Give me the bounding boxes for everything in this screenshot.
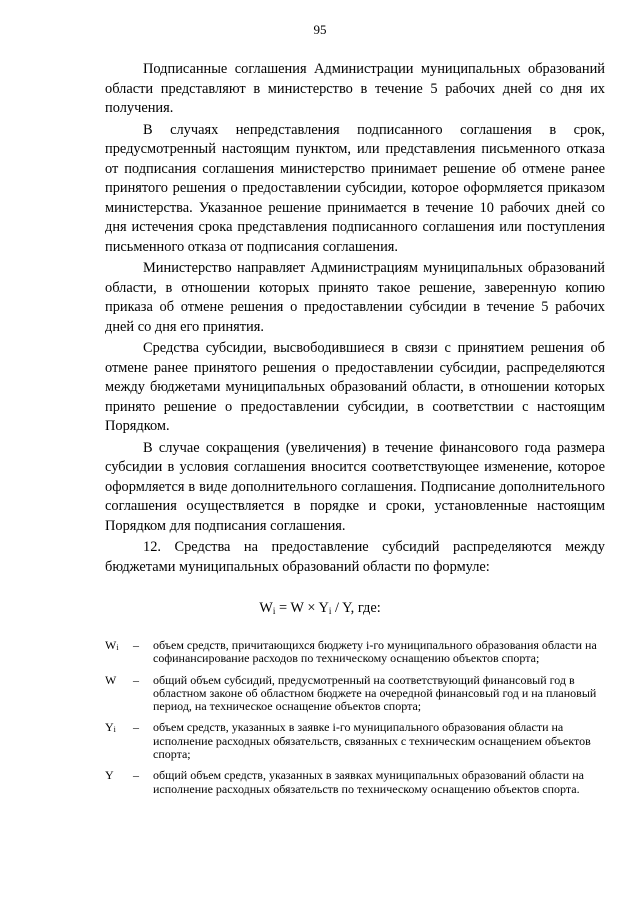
formula-tail: / Y, где: — [331, 600, 381, 616]
paragraph: В случаях непредставления подписанного соглашения в срок, предусмотренный настоящим пунктом, или представления письменного отказа от подписания соглашения министерство принимает решение об отмене ранее принятого решения о предоставлении субсидии, которое оформляется приказом министерства. Указанное решение принимается в течение 10 рабочих дней со дня истечения срока представления подписанного соглашения или поступления письменного отказа от подписания соглашения. — [105, 121, 605, 255]
paragraph: В случае сокращения (увеличения) в течение финансового года размера субсидии в условия соглашения вносится соответствующее изменение, которое оформляется в виде дополнительного соглашения. Подписание дополнительного соглашения осуществляется в порядке и сроки, установленные настоящим Порядком для подписания соглашения. — [105, 439, 605, 534]
definition-item — [105, 769, 600, 796]
formula-lhs-subscript: i — [272, 606, 276, 616]
definition-symbol — [105, 639, 133, 666]
formula-lhs: W — [259, 600, 273, 616]
definition-dash: – — [133, 768, 139, 783]
definition-text: объем средств, указанных в заявке i-го муниципального образования области на исполнение расходных обязательств, связанных с техническим оснащением объектов спорта; — [153, 720, 591, 762]
definition-text: общий объем средств, указанных в заявках муниципальных образований области на исполнение расходных обязательств по техническому оснащению объектов спорта. — [153, 768, 584, 796]
definition-symbol — [105, 769, 133, 796]
symbol-letter: W — [105, 672, 117, 687]
paragraph: Средства субсидии, высвободившиеся в связи с принятием решения об отмене ранее принятого решения о предоставлении субсидии, распределяются между бюджетами муниципальных образований области, в отношении которых принято решение о предоставлении субсидии, в соответствии с настоящим Порядком. — [105, 340, 605, 434]
definitions-list — [105, 639, 600, 804]
document-body — [105, 60, 605, 579]
formula-middle-subscript: i — [328, 606, 332, 616]
definition-item — [105, 674, 600, 714]
definition-symbol — [105, 721, 133, 761]
symbol-letter: Y — [105, 720, 114, 735]
definition-text: общий объем субсидий, предусмотренный на соответствующий финансовый год в областном законе об областном бюджете на очередной финансовый год и на плановый период, на техническое оснащение объектов спорта; — [153, 672, 597, 714]
distribution-formula — [0, 600, 640, 617]
formula-middle: = W × Y — [275, 600, 329, 616]
definition-item — [105, 721, 600, 761]
symbol-letter: Y — [105, 768, 114, 783]
paragraph: Подписанные соглашения Администрации муниципальных образований области представляют в министерство в течение 5 рабочих дней со дня их получения. — [105, 61, 605, 116]
definition-dash: – — [133, 638, 139, 652]
definition-dash: – — [133, 720, 139, 735]
definition-item — [105, 639, 600, 666]
paragraph: Министерство направляет Администрациям муниципальных образований области, в отношении которых принято такое решение, заверенную копию приказа об отмене решения о предоставлении субсидии в течение 5 рабочих дней со дня его принятия. — [105, 260, 605, 335]
symbol-subscript: i — [113, 725, 116, 735]
symbol-letter: W — [105, 638, 117, 652]
paragraph: 12. Средства на предоставление субсидий распределяются между бюджетами муниципальных образований области по формуле: — [105, 539, 605, 575]
symbol-subscript: i — [116, 643, 119, 652]
definition-dash: – — [133, 672, 139, 687]
definition-text: объем средств, причитающихся бюджету i-го муниципального образования области на софинансирование расходов по техническому оснащению объектов спорта; — [153, 638, 597, 666]
definition-symbol — [105, 674, 133, 714]
page-number: 95 — [313, 22, 327, 37]
